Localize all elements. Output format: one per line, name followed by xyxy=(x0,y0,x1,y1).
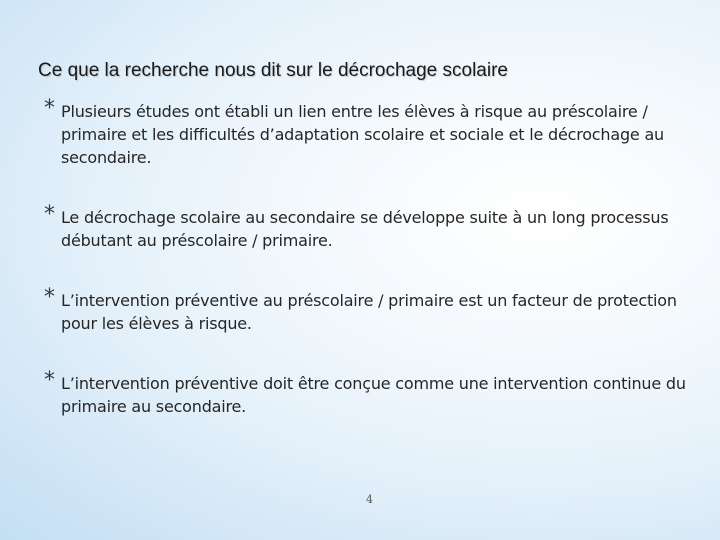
bullet-text: L’intervention préventive doit être conçue comme une intervention continue du primaire au secondaire. xyxy=(61,374,686,416)
bullet-marker: * xyxy=(44,368,55,393)
bullet-text: Le décrochage scolaire au secondaire se développe suite à un long processus débutant au préscolaire / primaire. xyxy=(61,208,669,250)
bullet-marker: * xyxy=(44,96,55,121)
bullet-marker: * xyxy=(44,285,55,310)
bullet-text: Plusieurs études ont établi un lien entre les élèves à risque au préscolaire / primaire et les difficultés d’adaptation scolaire et sociale et le décrochage au secondaire. xyxy=(61,102,664,167)
page-number: 4 xyxy=(366,493,373,506)
list-item xyxy=(44,96,704,169)
list-item xyxy=(44,202,704,252)
slide-title: Ce que la recherche nous dit sur le décrochage scolaire xyxy=(38,60,508,81)
list-item xyxy=(44,285,704,335)
bullet-text: L’intervention préventive au préscolaire / primaire est un facteur de protection pour les élèves à risque. xyxy=(61,291,677,333)
list-item xyxy=(44,368,704,418)
bullet-marker: * xyxy=(44,202,55,227)
bullet-list xyxy=(44,96,704,418)
